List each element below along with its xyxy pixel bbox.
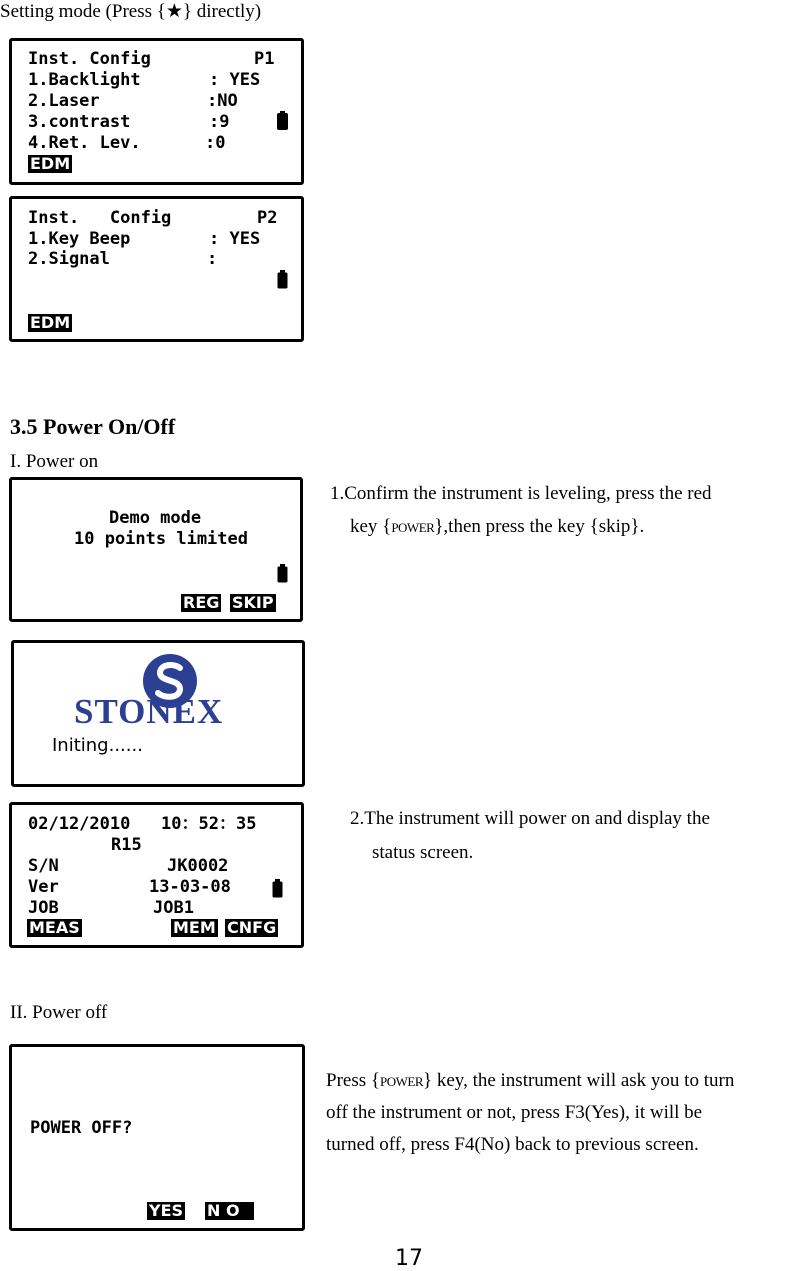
battery-icon <box>277 564 288 583</box>
setting-mode-caption: Setting mode (Press {★} directly) <box>0 1 262 22</box>
poweroff-text-line3: turned off, press F4(No) back to previous screen. <box>326 1134 699 1155</box>
serial-label: S/N <box>28 856 59 876</box>
menu-value-ret-lev: :0 <box>205 133 226 153</box>
menu-item-laser[interactable]: 2.Laser <box>28 91 100 111</box>
poweroff-prefix: Press { <box>326 1070 380 1091</box>
menu-value-key-beep: : YES <box>209 229 261 249</box>
menu-value-backlight: : YES <box>209 70 261 90</box>
softkey-edm[interactable]: EDM <box>30 154 71 173</box>
softkey-meas[interactable]: MEAS <box>29 918 80 937</box>
lcd-screen-config-p1 <box>9 38 304 185</box>
step1-line2 <box>350 511 644 544</box>
menu-item-contrast[interactable]: 3.contrast <box>28 112 131 132</box>
lcd-screen-status <box>9 802 304 948</box>
lcd-screen-splash <box>11 640 305 787</box>
job-label: JOB <box>28 898 59 918</box>
initing-status: Initing...... <box>52 735 143 756</box>
battery-icon <box>277 270 288 289</box>
menu-value-contrast: :9 <box>209 112 230 132</box>
power-off-heading: II. Power off <box>10 1002 108 1023</box>
softkey-skip[interactable]: SKIP <box>232 593 274 612</box>
softkey-cnfg[interactable]: CNFG <box>227 918 277 937</box>
softkey-yes[interactable]: YES <box>149 1201 184 1220</box>
job-value: JOB1 <box>153 898 194 918</box>
demo-mode-text: Demo mode <box>109 508 202 528</box>
poweroff-text-line1 <box>326 1065 734 1098</box>
menu-item-backlight[interactable]: 1.Backlight <box>28 70 141 90</box>
softkey-edm[interactable]: EDM <box>30 313 71 332</box>
menu-value-signal: : <box>207 249 218 269</box>
menu-item-ret-lev[interactable]: 4.Ret. Lev. <box>28 133 141 153</box>
datetime: 02/12/2010 10：52：35 <box>28 814 257 834</box>
screen-title: Inst. Config <box>28 208 172 228</box>
poweroff-suffix: } key, the instrument will ask you to turn <box>423 1070 735 1091</box>
step2-line1: 2.The instrument will power on and display the <box>350 808 710 829</box>
battery-icon <box>277 111 288 130</box>
menu-item-key-beep[interactable]: 1.Key Beep <box>28 229 131 249</box>
serial-value: JK0002 <box>167 856 229 876</box>
page-indicator: P1 <box>254 49 275 69</box>
model-name: R15 <box>111 835 142 855</box>
lcd-screen-poweroff <box>9 1044 305 1231</box>
battery-icon <box>272 879 283 898</box>
screen-title: Inst. Config <box>28 49 151 69</box>
step1-line1: 1.Confirm the instrument is leveling, press the red <box>330 483 712 504</box>
lcd-screen-demo <box>9 477 303 622</box>
page-indicator: P2 <box>257 208 278 228</box>
menu-item-signal[interactable]: 2.Signal <box>28 249 110 269</box>
power-key-label: POWER <box>391 520 435 535</box>
section-heading: 3.5 Power On/Off <box>10 414 176 439</box>
stonex-logo-text: STONEX <box>74 692 224 731</box>
page-number: 17 <box>395 1246 423 1271</box>
step1-suffix: },then press the key {skip}. <box>434 516 645 537</box>
softkey-mem[interactable]: MEM <box>173 918 216 937</box>
version-label: Ver <box>28 877 59 897</box>
points-limited-text: 10 points limited <box>74 529 248 549</box>
poweroff-text-line2: off the instrument or not, press F3(Yes), it will be <box>326 1102 703 1123</box>
softkey-reg[interactable]: REG <box>183 593 220 612</box>
menu-value-laser: :NO <box>207 91 238 111</box>
version-value: 13-03-08 <box>149 877 231 897</box>
step1-prefix: key { <box>350 516 392 537</box>
step2-line2: status screen. <box>372 842 474 863</box>
lcd-screen-config-p2 <box>9 196 304 342</box>
power-on-heading: I. Power on <box>10 451 99 472</box>
power-key-label: POWER <box>380 1074 423 1089</box>
softkey-no[interactable]: N O <box>205 1202 254 1220</box>
poweroff-prompt: POWER OFF? <box>30 1118 133 1138</box>
